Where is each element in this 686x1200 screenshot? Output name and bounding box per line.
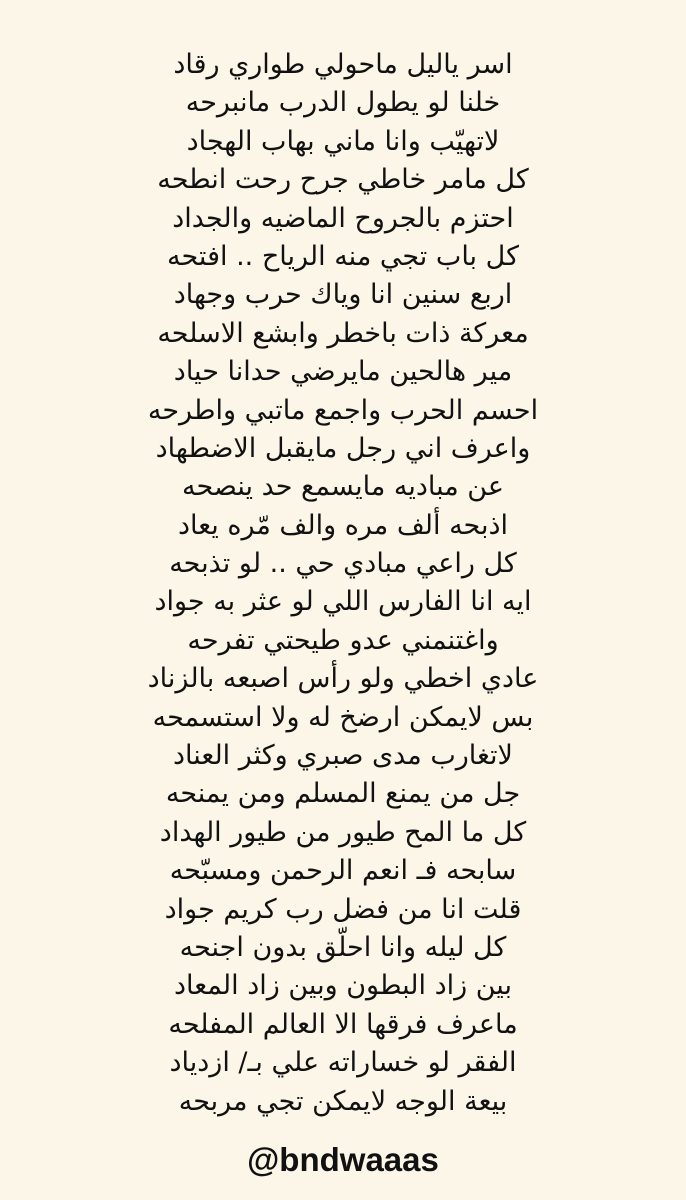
poem-line: قلت انا من فضل رب كريم جواد: [164, 893, 522, 925]
poem-line: لاتغارب مدى صبري وكثر العناد: [173, 740, 513, 772]
poem-line: ماعرف فرقها الا العالم المفلحه: [168, 1008, 518, 1040]
poem-line: بين زاد البطون وبين زاد المعاد: [174, 970, 512, 1002]
poem-line: جل من يمنع المسلم ومن يمنحه: [165, 778, 521, 810]
poem-line: خلنا لو يطول الدرب مانبرحه: [185, 87, 501, 119]
poem-line: اذبحه ألف مره والف مّره يعاد: [177, 509, 509, 541]
poem-line: عادي اخطي ولو رأس اصبعه بالزناد: [147, 663, 539, 695]
poem-line: كل ما المح طيور من طيور الهداد: [159, 816, 527, 848]
poem-line: احتزم بالجروح الماضيه والجداد: [172, 202, 514, 234]
poem-line: احسم الحرب واجمع ماتبي واطرحه: [147, 394, 539, 426]
poem-line: ايه انا الفارس اللي لو عثر به جواد: [154, 586, 532, 618]
poem: [0, 46, 686, 1121]
poem-line: كل مامر خاطي جرح رحت انطحه: [157, 164, 529, 196]
poem-line: مير هالحين مايرضي حدانا حياد: [173, 356, 513, 388]
poem-line: اربع سنين انا وياك حرب وجهاد: [173, 279, 513, 311]
poem-line: سابحه فـ انعم الرحمن ومسبّحه: [169, 855, 517, 887]
poem-line: كل باب تجي منه الرياح .. افتحه: [167, 240, 519, 272]
poem-line: واغتنمني عدو طيحتي تفرحه: [187, 624, 499, 656]
poem-line: الفقر لو خساراته علي بـ/ ازدياد: [169, 1047, 517, 1079]
poem-line: كل راعي مبادي حي .. لو تذبحه: [169, 548, 517, 580]
poem-line: معركة ذات باخطر وابشع الاسلحه: [157, 317, 529, 349]
poem-line: بيعة الوجه لايمكن تجي مربحه: [178, 1085, 508, 1117]
author-handle: @bndwaaas: [247, 1141, 439, 1178]
poem-line: عن مباديه مايسمع حد ينصحه: [182, 471, 504, 503]
poem-line: اسر ياليل ماحولي طواري رقاد: [173, 49, 513, 80]
poem-line: واعرف اني رجل مايقبل الاضطهاد: [155, 432, 531, 464]
poem-line: كل ليله وانا احلّق بدون اجنحه: [179, 931, 507, 963]
poem-line: بس لايمكن ارضخ له ولا استسمحه: [152, 701, 534, 733]
poem-line: لاتهيّب وانا ماني بهاب الهجاد: [186, 125, 500, 157]
